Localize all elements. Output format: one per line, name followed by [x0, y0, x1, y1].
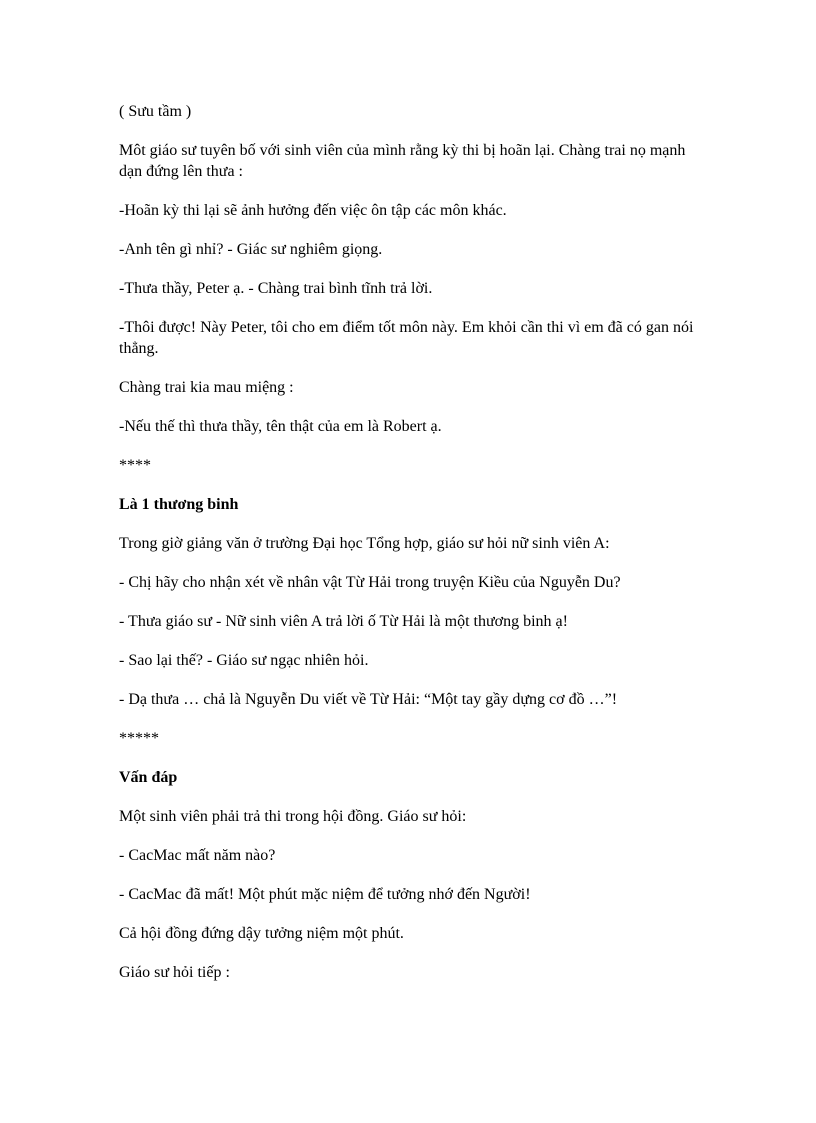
story1-paragraph-6: Chàng trai kia mau miệng : — [119, 379, 294, 396]
story1-paragraph-1: Môt giáo sư tuyên bố với sinh viên của mình rằng kỳ thi bị hoãn lại. Chàng trai nọ mạnh dạn đứng lên thưa : — [119, 142, 690, 180]
story3-title: Vấn đáp — [119, 769, 178, 786]
story2-paragraph-3: - Thưa giáo sư - Nữ sinh viên A trả lời ố Từ Hải là một thương binh ạ! — [119, 613, 568, 630]
story2-paragraph-5: - Dạ thưa … chả là Nguyễn Du viết về Từ Hải: “Một tay gầy dựng cơ đồ …”! — [119, 691, 618, 708]
story3-paragraph-5: Giáo sư hỏi tiếp : — [119, 964, 230, 981]
story1-paragraph-2: -Hoãn kỳ thi lại sẽ ảnh hưởng đến việc ôn tập các môn khác. — [119, 202, 507, 219]
story2-paragraph-4: - Sao lại thế? - Giáo sư ngạc nhiên hỏi. — [119, 652, 369, 669]
story1-paragraph-4: -Thưa thầy, Peter ạ. - Chàng trai bình tĩnh trả lời. — [119, 280, 433, 297]
story3-paragraph-4: Cả hội đồng đứng dậy tưởng niệm một phút. — [119, 925, 404, 942]
source-note: ( Sưu tầm ) — [119, 103, 192, 120]
story3-paragraph-2: - CacMac mất năm nào? — [119, 847, 276, 864]
story2-title: Là 1 thương binh — [119, 496, 239, 513]
story3-paragraph-3: - CacMac đã mất! Một phút mặc niệm để tưởng nhớ đến Người! — [119, 886, 531, 903]
story1-paragraph-7: -Nếu thế thì thưa thầy, tên thật của em là Robert ạ. — [119, 418, 442, 435]
story1-paragraph-3: -Anh tên gì nhỉ? - Giác sư nghiêm giọng. — [119, 241, 383, 258]
story3-paragraph-1: Một sinh viên phải trả thi trong hội đồng. Giáo sư hỏi: — [119, 808, 467, 825]
separator-1: **** — [119, 457, 151, 474]
separator-2: ***** — [119, 730, 159, 747]
document-body — [119, 101, 699, 1001]
story2-paragraph-2: - Chị hãy cho nhận xét về nhân vật Từ Hải trong truyện Kiều của Nguyễn Du? — [119, 574, 621, 591]
story1-paragraph-5: -Thôi được! Này Peter, tôi cho em điểm tốt môn này. Em khỏi cần thi vì em đã có gan nói thẳng. — [119, 319, 698, 357]
story2-paragraph-1: Trong giờ giảng văn ở trường Đại học Tổng hợp, giáo sư hỏi nữ sinh viên A: — [119, 535, 610, 552]
